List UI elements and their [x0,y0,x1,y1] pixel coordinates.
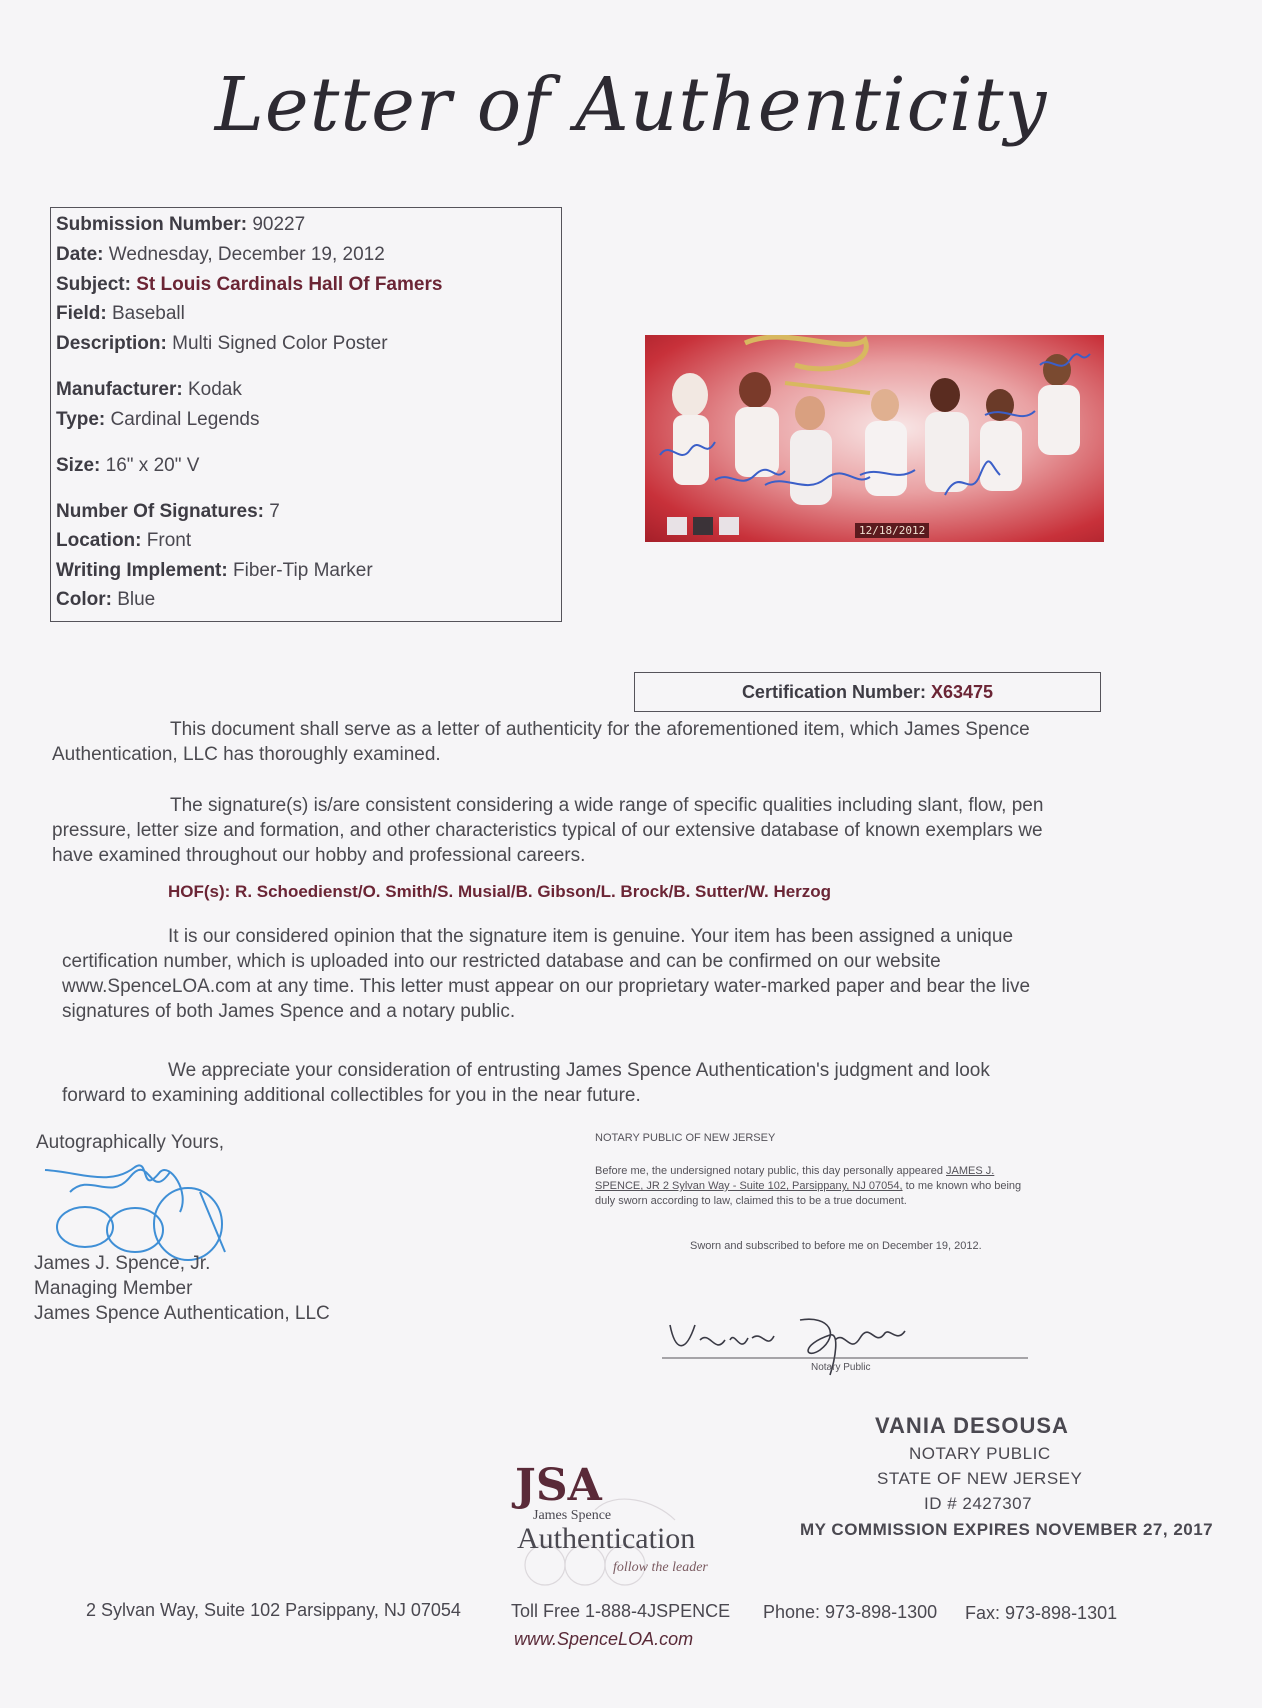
notary-header: NOTARY PUBLIC OF NEW JERSEY [595,1132,776,1144]
implement-row: Writing Implement: Fiber-Tip Marker [56,560,373,581]
player-figure [672,373,708,417]
manufacturer-row: Manufacturer: Kodak [56,379,242,400]
notary-title: NOTARY PUBLIC [909,1444,1051,1463]
sworn-statement: Sworn and subscribed to before me on December 19, 2012. [690,1240,982,1252]
notary-id: ID # 2427307 [924,1494,1033,1513]
location-row: Location: Front [56,530,192,551]
type-row: Type: Cardinal Legends [56,409,260,430]
notary-statement: Before me, the undersigned notary public, this day personally appeared JAMES J. SPENCE, JR 2 Sylvan Way - Suite 102, Parsippany, NJ 07054, to me known who being duly sworn according to law, claimed this to be a true document. [595,1165,1022,1207]
description-row: Description: Multi Signed Color Poster [56,333,388,354]
field-row: Field: Baseball [56,303,185,324]
notary-commission: MY COMMISSION EXPIRES NOVEMBER 27, 2017 [800,1520,1214,1539]
signer-name: James J. Spence, Jr. [34,1253,211,1274]
page-title: Letter of Authenticity [214,62,1048,148]
certification-box [634,672,1101,712]
footer-phone: Phone: 973-898-1300 [763,1602,938,1622]
signer-company: James Spence Authentication, LLC [34,1303,330,1324]
signatures-row: Number Of Signatures: 7 [56,501,280,522]
footer-fax: Fax: 973-898-1301 [965,1603,1118,1623]
signer-role: Managing Member [34,1278,193,1299]
size-row: Size: 16" x 20" V [56,455,200,476]
hof-list: HOF(s): R. Schoedienst/O. Smith/S. Musial/B. Gibson/L. Brock/B. Sutter/W. Herzog [168,882,832,901]
date-row: Date: Wednesday, December 19, 2012 [56,244,385,265]
paragraph-2: The signature(s) is/are consistent considering a wide range of specific qualities including slant, flow, pen pressure, letter size and formation, and other characteristics typical of our extensive database of known exemplars we have examined throughout our hobby and professional careers. [52,795,1044,866]
paragraph-3: It is our considered opinion that the signature item is genuine. Your item has been assigned a unique certification number, which is uploaded into our restricted database and can be confirmed on our website www.SpenceLOA.com at any time. This letter must appear on our proprietary water-marked paper and bear the live signatures of both James Spence and a notary public. [62,926,1031,1022]
poster-photo [645,335,1104,542]
item-info-box [50,207,562,622]
notary-state: STATE OF NEW JERSEY [877,1469,1083,1488]
subject-row: Subject: St Louis Cardinals Hall Of Famers [56,274,443,295]
paragraph-1: This document shall serve as a letter of authenticity for the aforementioned item, which James Spence Authentication, LLC has thoroughly examined. [52,719,1030,765]
poster-artwork [645,335,1104,542]
jsa-logo: JSA James Spence Authentication follow the leader [495,1460,725,1590]
salutation: Autographically Yours, [36,1132,225,1153]
paragraph-4: We appreciate your consideration of entrusting James Spence Authentication's judgment and look forward to examining additional collectibles for you in the near future. [62,1060,990,1106]
footer-tollfree: Toll Free 1-888-4JSPENCE [511,1601,731,1621]
footer-url[interactable]: www.SpenceLOA.com [514,1629,694,1649]
poster-date-stamp: 12/18/2012 [855,523,929,538]
color-row: Color: Blue [56,589,156,610]
notary-name: VANIA DESOUSA [875,1413,1069,1438]
certification-label: Certification Number: [741,682,926,702]
submission-row: Submission Number: 90227 [56,214,306,235]
footer-address: 2 Sylvan Way, Suite 102 Parsippany, NJ 07054 [86,1600,461,1620]
notary-sig-caption: Notary Public [811,1362,871,1373]
certification-number: X63475 [930,682,994,702]
